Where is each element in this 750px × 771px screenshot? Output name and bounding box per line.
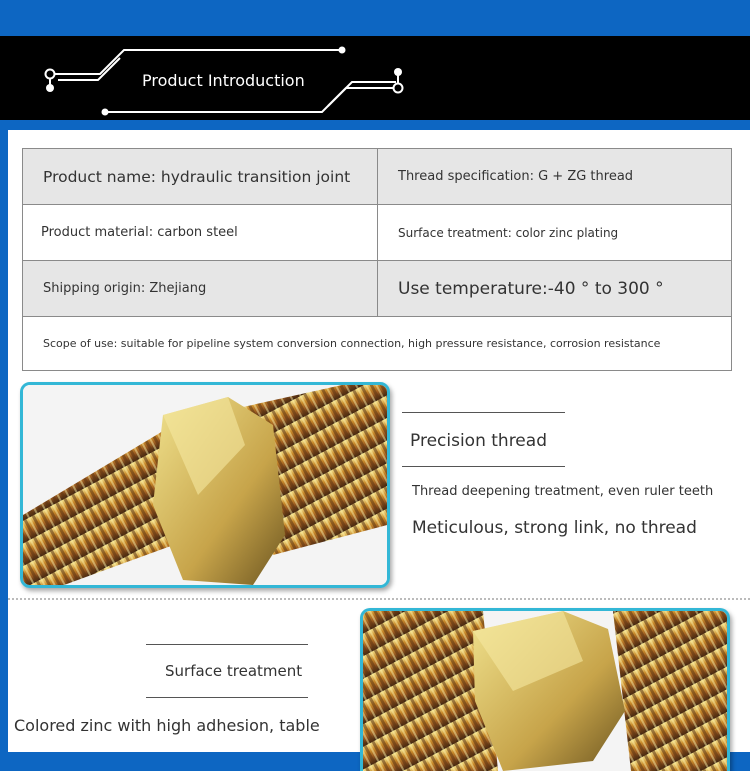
surface-cell: Surface treatment: color zinc plating: [378, 205, 732, 261]
product-name-cell: Product name: hydraulic transition joint: [23, 149, 378, 205]
fitting-photo: [20, 382, 390, 588]
divider-line: [402, 412, 565, 413]
header-banner: [0, 36, 750, 120]
scope-cell: Scope of use: suitable for pipeline system conversion connection, high pressure resistance, corrosion resistance: [23, 317, 732, 371]
feature2-line1: Colored zinc with high adhesion, table: [14, 716, 320, 735]
circuit-lines-decoration: [0, 36, 750, 120]
material-cell: Product material: carbon steel: [23, 205, 378, 261]
table-row: [23, 149, 732, 205]
brass-fitting-illustration: [363, 611, 727, 771]
brass-fitting-illustration: [23, 385, 387, 585]
feature1-heading: Precision thread: [410, 431, 547, 451]
thread-spec-cell: Thread specification: G + ZG thread: [378, 149, 732, 205]
divider-line: [146, 697, 308, 698]
table-row: [23, 261, 732, 317]
fitting-photo: [360, 608, 730, 771]
table-row: [23, 205, 732, 261]
divider-line: [146, 644, 308, 645]
temperature-cell: Use temperature:-40 ° to 300 °: [378, 261, 732, 317]
divider-line: [402, 466, 565, 467]
banner-title: Product Introduction: [142, 71, 305, 90]
dotted-divider: [8, 598, 750, 600]
spec-table: [22, 148, 732, 371]
table-row: [23, 317, 732, 371]
feature1-line2: Meticulous, strong link, no thread: [412, 518, 697, 538]
feature1-line1: Thread deepening treatment, even ruler teeth: [412, 484, 714, 499]
origin-cell: Shipping origin: Zhejiang: [23, 261, 378, 317]
feature2-heading: Surface treatment: [165, 662, 303, 680]
